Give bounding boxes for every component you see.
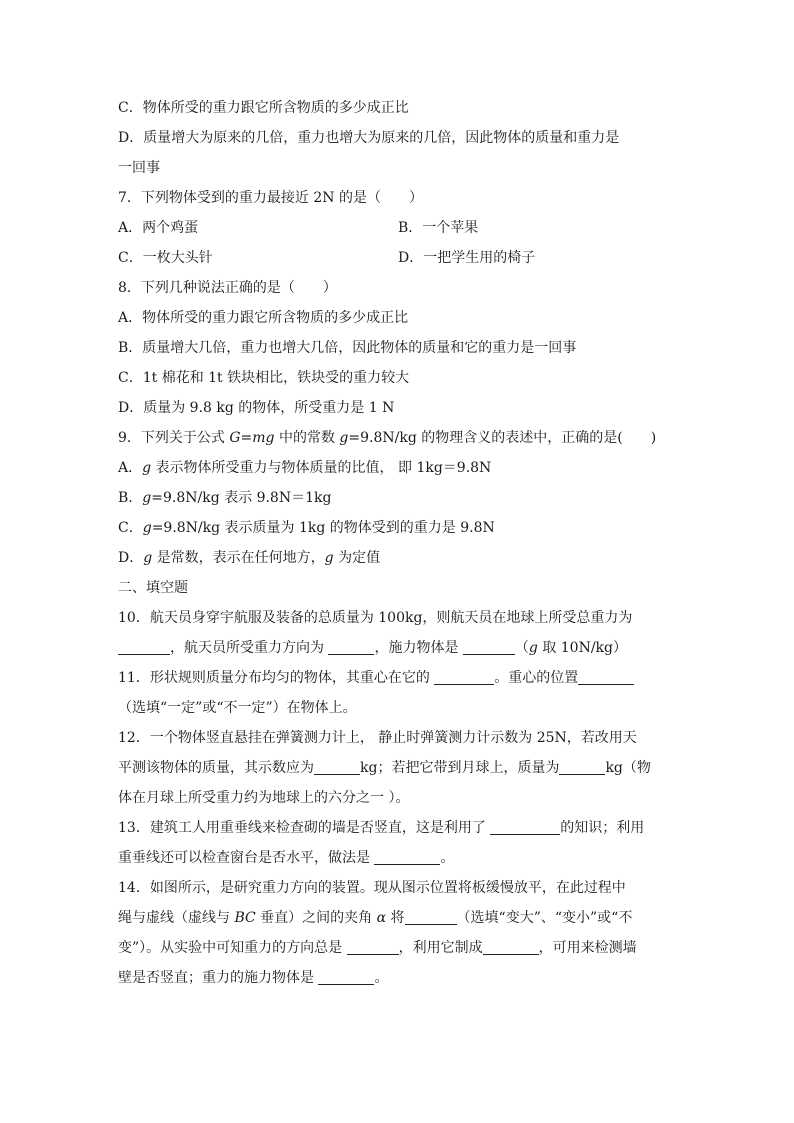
- answer-blank[interactable]: [559, 758, 605, 775]
- option-label: D．: [118, 550, 144, 566]
- section-heading-fill-blank: 二、填空题: [118, 580, 188, 596]
- q14-line2: [118, 903, 678, 933]
- q14-text: 绳与虚线（虚线与: [118, 910, 235, 926]
- q8-option-b: B．质量增大几倍，重力也增大几倍，因此物体的质量和它的重力是一回事: [118, 340, 577, 356]
- answer-blank[interactable]: [374, 848, 440, 865]
- g-symbol: g: [142, 460, 152, 476]
- q12-text: kg（物: [605, 760, 651, 776]
- bc-symbol: BC: [234, 910, 256, 926]
- q11-line1: [118, 663, 678, 693]
- q14-line1: 14．如图所示，是研究重力方向的装置。现从图示位置将板缓慢放平，在此过程中: [118, 880, 626, 896]
- q13-line2: [118, 843, 678, 873]
- q9-option-b: [118, 483, 678, 513]
- q6-option-c: C．物体所受的重力跟它所含物质的多少成正比: [118, 100, 409, 116]
- q13-text: 。: [440, 850, 455, 866]
- q10-text: ，施力物体是: [374, 640, 463, 656]
- q12-line2: [118, 753, 678, 783]
- answer-blank[interactable]: [405, 908, 457, 925]
- answer-blank[interactable]: [328, 638, 374, 655]
- q10-text: 取 10N/kg）: [537, 640, 628, 656]
- q12-text: kg；若把它带到月球上，质量为: [360, 760, 560, 776]
- q9-stem: [118, 423, 678, 453]
- q12-line3: 体在月球上所受重力约为地球上的六分之一 ）。: [118, 790, 410, 806]
- option-label: B．: [118, 490, 143, 506]
- g-symbol: g: [324, 550, 334, 566]
- option-label: A．: [118, 460, 143, 476]
- q9-option-c: [118, 513, 678, 543]
- option-text: =9.8N/kg 表示质量为 1kg 的物体受到的重力是 9.8N: [151, 520, 495, 536]
- g-symbol: g: [142, 520, 152, 536]
- q9-stem-text: 中的常数: [274, 430, 340, 446]
- q14-line4: [118, 963, 678, 993]
- answer-blank[interactable]: [483, 938, 539, 955]
- g-symbol: g: [528, 640, 538, 656]
- q14-text: 壁是否竖直；重力的施力物体是: [118, 970, 319, 986]
- answer-blank[interactable]: [578, 668, 634, 685]
- option-text: 是常数，表示在任何地方，: [152, 550, 325, 566]
- q12-text: 平测该物体的质量，其示数应为: [118, 760, 314, 776]
- q9-formula: G=mg: [229, 430, 275, 446]
- q6-option-d-line2: 一回事: [118, 160, 160, 176]
- q7-options-row1: [118, 213, 678, 243]
- g-symbol: g: [339, 430, 349, 446]
- q14-text: 。: [374, 970, 389, 986]
- g-symbol: g: [143, 550, 153, 566]
- q7-options-row2: [118, 243, 678, 273]
- q11-line2: （选填“一定”或“不一定”）在物体上。: [118, 700, 357, 716]
- option-label: C．: [118, 520, 143, 536]
- option-text: 为定值: [333, 550, 381, 566]
- q14-text: 将: [386, 910, 405, 926]
- q11-text: 11．形状规则质量分布均匀的物体，其重心在它的: [118, 670, 435, 686]
- q14-text: ，利用它制成: [398, 940, 483, 956]
- q14-text: ，可用来检测墙: [538, 940, 637, 956]
- q7-option-c: C．一枚大头针: [118, 250, 213, 266]
- option-text: 表示物体所受重力与物体质量的比值， 即 1kg＝9.8N: [151, 460, 492, 476]
- q7-stem: 7．下列物体受到的重力最接近 2N 的是（ ）: [118, 190, 423, 206]
- q9-stem-text: 9．下列关于公式: [118, 430, 230, 446]
- q9-stem-text: =9.8N/kg 的物理含义的表述中，正确的是( ): [348, 430, 657, 446]
- q8-option-c: C．1t 棉花和 1t 铁块相比，铁块受的重力较大: [118, 370, 410, 386]
- q8-option-d: D．质量为 9.8 kg 的物体，所受重力是 1 N: [118, 400, 395, 416]
- q7-option-d: D．一把学生用的椅子: [398, 250, 536, 266]
- q6-option-d-line1: D．质量增大为原来的几倍，重力也增大为原来的几倍，因此物体的质量和重力是: [118, 130, 620, 146]
- q9-option-a: [118, 453, 678, 483]
- option-text: =9.8N/kg 表示 9.8N＝1kg: [151, 490, 332, 506]
- answer-blank[interactable]: [434, 668, 494, 685]
- q12-line1: 12．一个物体竖直悬挂在弹簧测力计上， 静止时弹簧测力计示数为 25N，若改用天: [118, 730, 637, 746]
- q8-option-a: A．物体所受的重力跟它所含物质的多少成正比: [118, 310, 409, 326]
- answer-blank[interactable]: [463, 638, 515, 655]
- q14-text: 垂直）之间的夹角: [255, 910, 377, 926]
- g-symbol: g: [142, 490, 152, 506]
- q7-option-a: A．两个鸡蛋: [118, 220, 199, 236]
- q14-text: 变”）。从实验中可知重力的方向总是: [118, 940, 347, 956]
- answer-blank[interactable]: [318, 968, 374, 985]
- q9-option-d: [118, 543, 678, 573]
- q7-option-b: B．一个苹果: [398, 220, 479, 236]
- q13-line1: [118, 813, 678, 843]
- q10-line2: [118, 633, 678, 663]
- answer-blank[interactable]: [118, 638, 170, 655]
- q11-text: 。重心的位置: [494, 670, 579, 686]
- q14-line3: [118, 933, 678, 963]
- document-page: [118, 93, 678, 993]
- q10-text: ，航天员所受重力方向为: [170, 640, 329, 656]
- answer-blank[interactable]: [490, 818, 560, 835]
- q8-stem: 8．下列几种说法正确的是（ ）: [118, 280, 337, 296]
- q10-text: （: [514, 640, 529, 656]
- answer-blank[interactable]: [347, 938, 399, 955]
- answer-blank[interactable]: [314, 758, 360, 775]
- q13-text: 重垂线还可以检查窗台是否水平，做法是: [118, 850, 375, 866]
- q10-line1: 10．航天员身穿宇航服及装备的总质量为 100kg，则航天员在地球上所受总重力为: [118, 610, 633, 626]
- alpha-symbol: α: [376, 910, 387, 926]
- q14-text: （选填“变大”、“变小”或“不: [456, 910, 633, 926]
- q13-text: 13．建筑工人用重垂线来检查砌的墙是否竖直，这是利用了: [118, 820, 491, 836]
- q13-text: 的知识；利用: [560, 820, 645, 836]
